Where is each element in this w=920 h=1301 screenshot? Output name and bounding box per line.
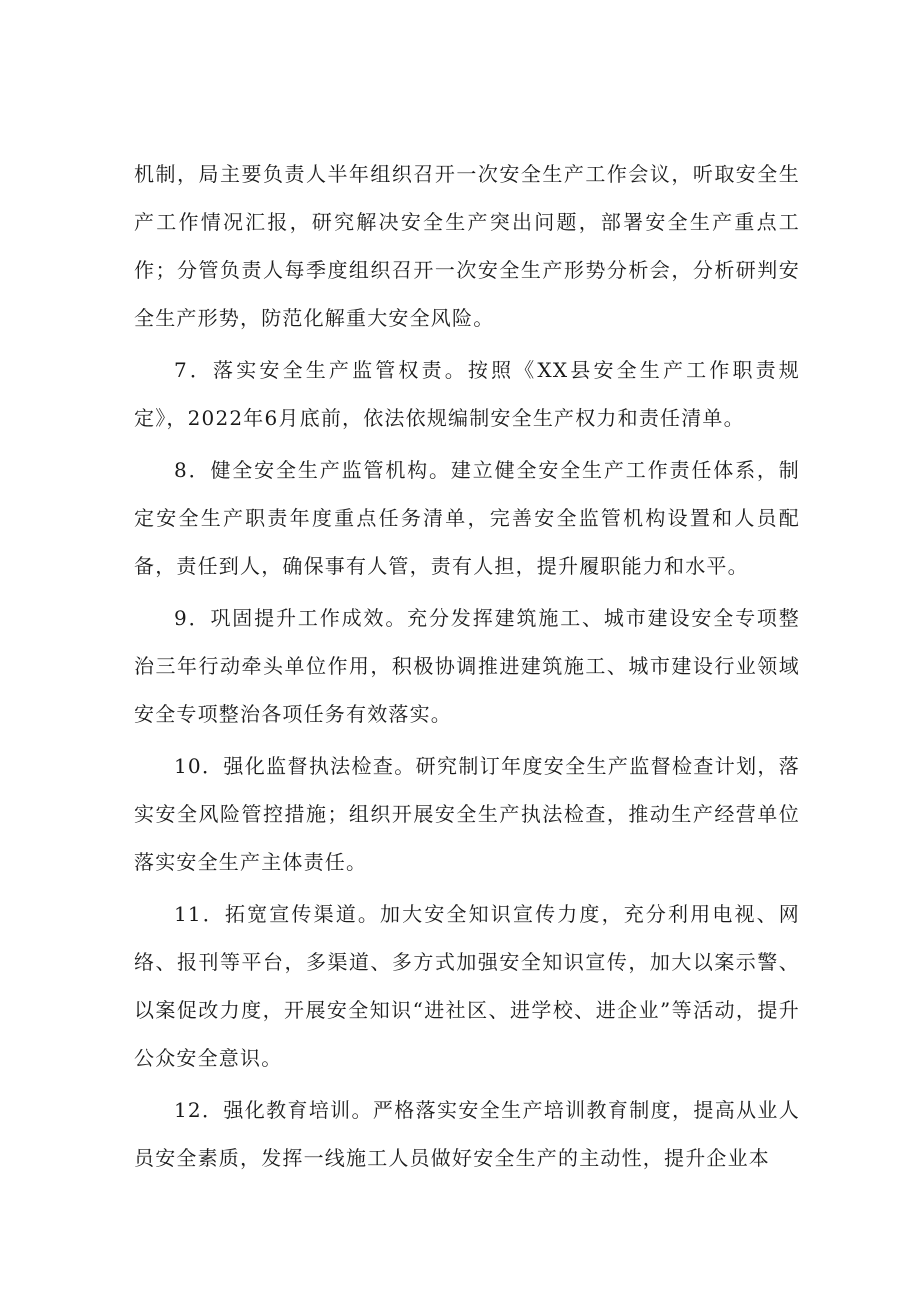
paragraph-item-9: 9．巩固提升工作成效。充分发挥建筑施工、城市建设安全专项整治三年行动牵头单位作用，积极协调推进建筑施工、城市建设行业领域安全专项整治各项任务有效落实。: [134, 606, 800, 726]
paragraph-item-7: 7．落实安全生产监管权责。按照《XX县安全生产工作职责规定》，2022年6月底前，依法依规编制安全生产权力和责任清单。: [134, 358, 800, 430]
paragraph-item-8: 8．健全安全生产监管机构。建立健全安全生产工作责任体系，制定安全生产职责年度重点任务清单，完善安全监管机构设置和人员配备，责任到人，确保事有人管，责有人担，提升履职能力和水平。: [134, 458, 800, 578]
paragraph-item-12: 12．强化教育培训。严格落实安全生产培训教育制度，提高从业人员安全素质，发挥一线施工人员做好安全生产的主动性，提升企业本: [134, 1098, 800, 1170]
paragraph-item-11: 11．拓宽宣传渠道。加大安全知识宣传力度，充分利用电视、网络、报刊等平台，多渠道、多方式加强安全知识宣传，加大以案示警、以案促改力度，开展安全知识“进社区、进学校、进企业”等活动，提升公众安全意识。: [134, 902, 800, 1070]
document-body: [134, 150, 800, 1182]
paragraph-item-10: 10．强化监督执法检查。研究制订年度安全生产监督检查计划，落实安全风险管控措施；组织开展安全生产执法检查，推动生产经营单位落实安全生产主体责任。: [134, 754, 800, 874]
paragraph-continuation: 机制，局主要负责人半年组织召开一次安全生产工作会议，听取安全生产工作情况汇报，研究解决安全生产突出问题，部署安全生产重点工作；分管负责人每季度组织召开一次安全生产形势分析会，分析研判安全生产形势，防范化解重大安全风险。: [134, 162, 800, 330]
